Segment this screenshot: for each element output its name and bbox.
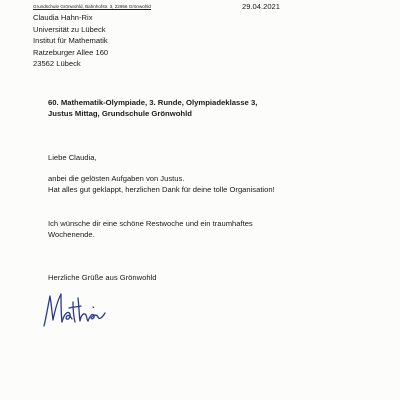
letter-closing bbox=[48, 272, 156, 283]
subject-line: 60. Mathematik-Olympiade, 3. Runde, Olympiadeklasse 3, bbox=[48, 98, 258, 107]
recipient-department: Institut für Mathematik bbox=[33, 36, 108, 45]
recipient-address bbox=[33, 12, 108, 70]
letter-paragraph-2 bbox=[48, 218, 253, 241]
recipient-city: 23562 Lübeck bbox=[33, 59, 81, 68]
paragraph-line: anbei die gelösten Aufgaben von Justus. bbox=[48, 174, 185, 183]
return-address: Grundschule Grönwohld, Bahnhofstr. 3, 22956 Grönwohld bbox=[33, 4, 151, 9]
paragraph-line: Ich wünsche dir eine schöne Restwoche und ein traumhaftes bbox=[48, 219, 253, 228]
greeting-text: Liebe Claudia, bbox=[48, 153, 97, 162]
recipient-name: Claudia Hahn-Rix bbox=[33, 13, 93, 22]
letter-date: 29.04.2021 bbox=[242, 2, 281, 11]
letter-paragraph-1 bbox=[48, 173, 275, 196]
handwritten-signature bbox=[40, 288, 108, 332]
letter-greeting bbox=[48, 152, 97, 163]
recipient-institution: Universität zu Lübeck bbox=[33, 24, 106, 34]
closing-text: Herzliche Grüße aus Grönwohld bbox=[48, 273, 157, 282]
letter-subject bbox=[48, 97, 257, 119]
paragraph-line: Hat alles gut geklappt, herzlichen Dank für deine tolle Organisation! bbox=[48, 185, 275, 195]
paragraph-line: Wochenende. bbox=[48, 230, 95, 240]
recipient-street: Ratzeburger Allee 160 bbox=[33, 47, 109, 57]
subject-line: Justus Mittag, Grundschule Grönwohld bbox=[48, 109, 192, 118]
